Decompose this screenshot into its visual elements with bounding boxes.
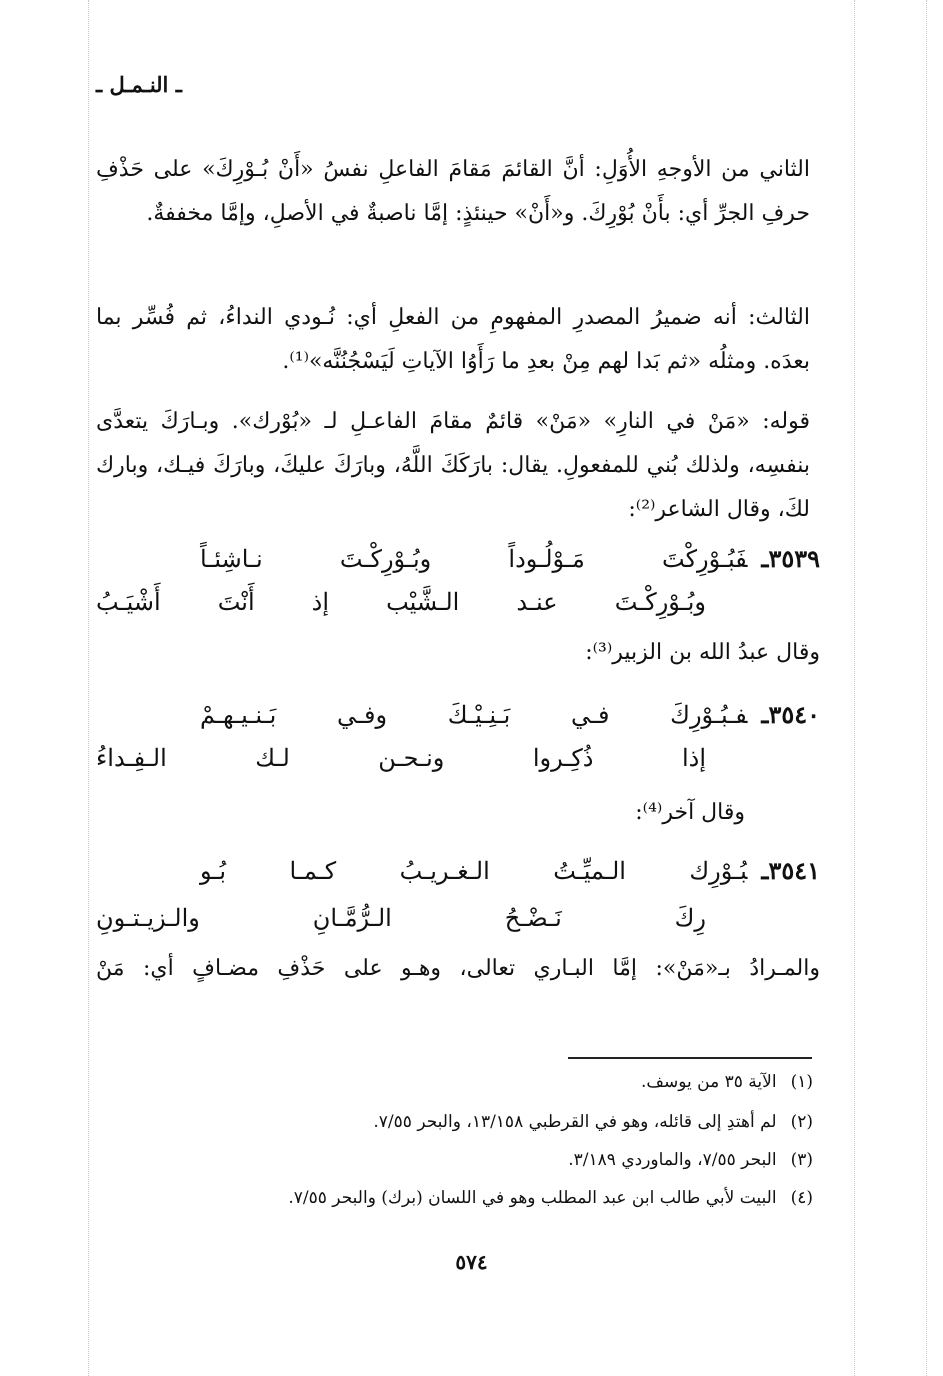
verse-intro-2: وقال آخر⁽⁴⁾: xyxy=(635,800,745,825)
margin-guide-edge xyxy=(926,0,927,1376)
margin-guide-right xyxy=(854,0,855,1376)
footnote-number: (٣) xyxy=(790,1150,813,1170)
paragraph-3 xyxy=(96,400,810,532)
verse-intro-1: وقال عبدُ الله بن الزبير⁽³⁾: xyxy=(585,640,820,665)
footnote-number: (١) xyxy=(790,1072,813,1092)
verse-second-hemistich xyxy=(96,588,820,616)
footnote-text: البحر ٧/٥٥، والماوردي ٣/١٨٩. xyxy=(568,1150,777,1170)
footnote-4 xyxy=(288,1188,813,1208)
verse-first-hemistich xyxy=(200,544,820,573)
verse-text: إذا ذُكِـروا ونـحـن لـك الـفِـداءُ xyxy=(96,744,706,772)
footnote-text: البيت لأبي طالب ابن عبد المطلب وهو في اللسان (برك) والبحر ٧/٥٥. xyxy=(288,1188,777,1208)
paragraph-2 xyxy=(96,296,810,384)
verse-number: ٣٥٤١ـ xyxy=(761,856,820,885)
footnote-number: (٤) xyxy=(790,1188,813,1208)
verse-first-hemistich xyxy=(200,856,820,885)
footnote-1 xyxy=(641,1072,813,1092)
verse-second-hemistich xyxy=(96,904,820,932)
running-header: ـ النـمـل ـ xyxy=(96,72,182,97)
verse-first-hemistich xyxy=(200,700,820,729)
verse-number: ٣٥٣٩ـ xyxy=(761,544,820,573)
page-number: ٥٧٤ xyxy=(455,1250,488,1274)
paragraph-1 xyxy=(96,148,810,236)
footnote-number: (٢) xyxy=(790,1112,813,1132)
footnote-text: الآية ٣٥ من يوسف. xyxy=(641,1072,777,1092)
verse-text: فـبُـوْرِكَ فـي بَـنِـيْـكَ وفـي بَـنـيـهـمْ xyxy=(200,701,748,729)
verse-second-hemistich xyxy=(96,744,820,772)
footnote-separator xyxy=(568,1057,812,1059)
footnote-3 xyxy=(568,1150,813,1170)
verse-text: رِكَ نَـضْـحُ الـرُّمَّـانِ والـزيـتـونِ xyxy=(96,904,706,932)
paragraph-text: الثاني من الأوجهِ الأُوَلِ: أنَّ القائمَ مَقامَ الفاعلِ نفسُ «أَنْ بُـوْرِكَ» على حَذْفِ حرفِ الجرِّ أي: بأَنْ بُوْرِكَ. و«أَنْ» حينئذٍ: إمَّا ناصبةٌ في الأصلِ، وإمَّا مخففةٌ. xyxy=(96,157,810,226)
verse-number: ٣٥٤٠ـ xyxy=(761,700,820,729)
closing-line: والمـرادُ بـ«مَنْ»: إمَّا البـاري تعالى، وهـو على حَذْفِ مضـافٍ أي: مَنْ xyxy=(96,956,820,981)
paragraph-text: الثالث: أنه ضميرُ المصدرِ المفهومِ من الفعلِ أي: نُـودي النداءُ، ثم فُسِّر بما بعدَه. ومثلُه «ثم بَدا لهم مِنْ بعدِ ما رَأَوُا الآياتِ لَيَسْجُنُنَّه»⁽¹⁾. xyxy=(96,305,810,374)
verse-text: فَبُـوْرِكْتَ مَـوْلُـوداً وبُـوْرِكْـتَ نـاشِئـاً xyxy=(200,545,748,573)
verse-text: وبُـوْرِكْـتَ عنـد الـشَّيْب إذ أَنْتَ أَشْيَـبُ xyxy=(96,588,706,616)
paragraph-text: قوله: «مَنْ في النارِ» «مَنْ» قائمٌ مقامَ الفاعـلِ لـ «بُوْرك». وبـارَكَ يتعدَّى بنفسِه، ولذلك بُني للمفعولِ. يقال: بارَكَكَ اللَّهُ، وبارَكَ عليكَ، وبارَكَ فيـك، وبارك لكَ، وقال الشاعر⁽²⁾: xyxy=(96,409,810,522)
margin-guide-left xyxy=(88,0,89,1376)
verse-text: بُـوْرِك الـميِّـتُ الـغـريـبُ كـمـا بُـو xyxy=(200,857,748,885)
footnote-2 xyxy=(373,1112,813,1132)
footnote-text: لم أهتدِ إلى قائله، وهو في القرطبي ١٣/١٥٨، والبحر ٧/٥٥. xyxy=(373,1112,777,1132)
